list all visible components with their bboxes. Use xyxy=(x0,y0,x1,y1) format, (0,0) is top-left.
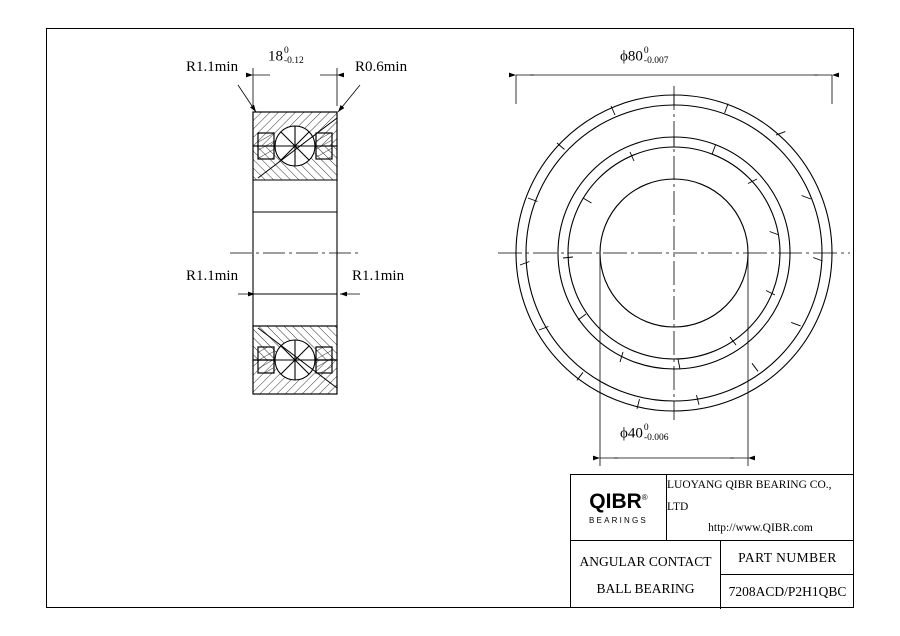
description-line-1: ANGULAR CONTACT xyxy=(579,554,712,569)
product-description xyxy=(571,541,721,609)
part-number-value: 7208ACD/P2H1QBC xyxy=(728,584,847,599)
width-tol-upper: 0 xyxy=(284,46,289,56)
chamfer-label-bottom-left: R1.1min xyxy=(186,268,239,284)
title-block-top-row xyxy=(571,475,854,541)
part-number-label: PART NUMBER xyxy=(721,541,854,575)
od-tol-upper: 0 xyxy=(643,46,649,56)
width-tol-lower: -0.12 xyxy=(284,55,304,66)
title-block-bottom-row xyxy=(571,541,854,609)
description-line-2: BALL BEARING xyxy=(596,581,695,596)
chamfer-label-top-left: R1.1min xyxy=(186,59,239,75)
front-centerlines xyxy=(498,86,850,420)
width-dimension-label xyxy=(268,47,304,67)
width-dimension xyxy=(253,68,337,106)
bore-nominal: ϕ40 xyxy=(620,425,643,442)
logo-tagline: BEARINGS xyxy=(589,516,648,525)
registered-mark: ® xyxy=(641,493,648,502)
company-logo xyxy=(571,475,667,540)
logo-wordmark: QIBR® xyxy=(589,490,648,513)
chamfer-label-bottom-right: R1.1min xyxy=(352,268,405,284)
width-nominal: 18 xyxy=(268,48,283,65)
od-nominal: ϕ80 xyxy=(620,48,643,65)
bore-tol-lower: -0.006 xyxy=(643,432,669,443)
company-website[interactable]: http://www.QIBR.com xyxy=(708,522,813,535)
company-info xyxy=(667,475,854,540)
title-block xyxy=(570,474,854,608)
bore-dimension-label xyxy=(620,424,668,444)
part-number-block xyxy=(721,541,854,609)
od-tol-lower: -0.007 xyxy=(643,55,669,66)
bore-tol-upper: 0 xyxy=(643,423,649,433)
od-dimension-label xyxy=(620,47,668,67)
chamfer-label-top-right: R0.6min xyxy=(355,59,408,75)
company-name: LUOYANG QIBR BEARING CO., LTD xyxy=(667,478,832,513)
cage-segments xyxy=(520,95,823,409)
